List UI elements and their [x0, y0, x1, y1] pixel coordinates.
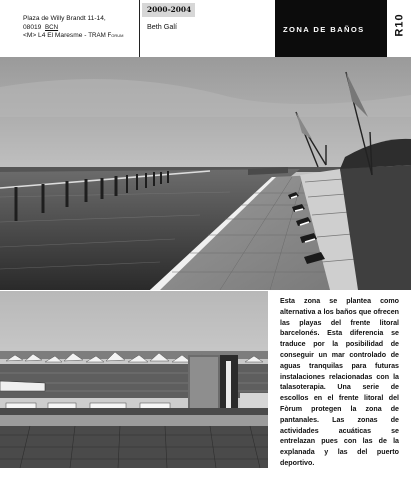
description-text: Esta zona se plantea como alternativa a los baños que ofrecen las playas del frente litoral barcelonés. Esta diferencia se traduce por la posibilidad de conseguir un mar controlado de aguas tranquilas para futuras instalaciones relacionadas con la talasoterapia. Una serie de escollos en el frente litoral del Fòrum protegen la zona de pantanales. Las zonas de actividades acuáticas se entrelazan pues con las de la explanada y las del puerto deportivo. — [280, 297, 399, 467]
pool-photo — [0, 291, 268, 468]
bcn-label: BCN — [45, 23, 59, 31]
years-badge: 2000-2004 — [142, 3, 195, 17]
metro-line-name: L4 El Maresme — [38, 32, 83, 40]
header-bar — [0, 0, 411, 58]
divider — [139, 0, 140, 57]
postcode-line — [23, 24, 135, 33]
section-code: R10 — [394, 13, 406, 37]
address-line: Plaza de Willy Brandt 11-14, — [23, 15, 106, 22]
metro-line: <M> L4 El Maresme - TRAM Forum — [23, 32, 124, 40]
tram-stop: TRAM Forum — [88, 32, 124, 40]
metro-icon: <M> — [23, 32, 37, 40]
promenade-photo — [0, 57, 411, 290]
page-title: ZONA DE BAÑOS — [283, 25, 365, 34]
address-block — [23, 15, 135, 41]
title-box — [275, 0, 387, 57]
architect-name: Beth Galí — [147, 22, 177, 31]
postcode: 08019 — [23, 23, 42, 31]
